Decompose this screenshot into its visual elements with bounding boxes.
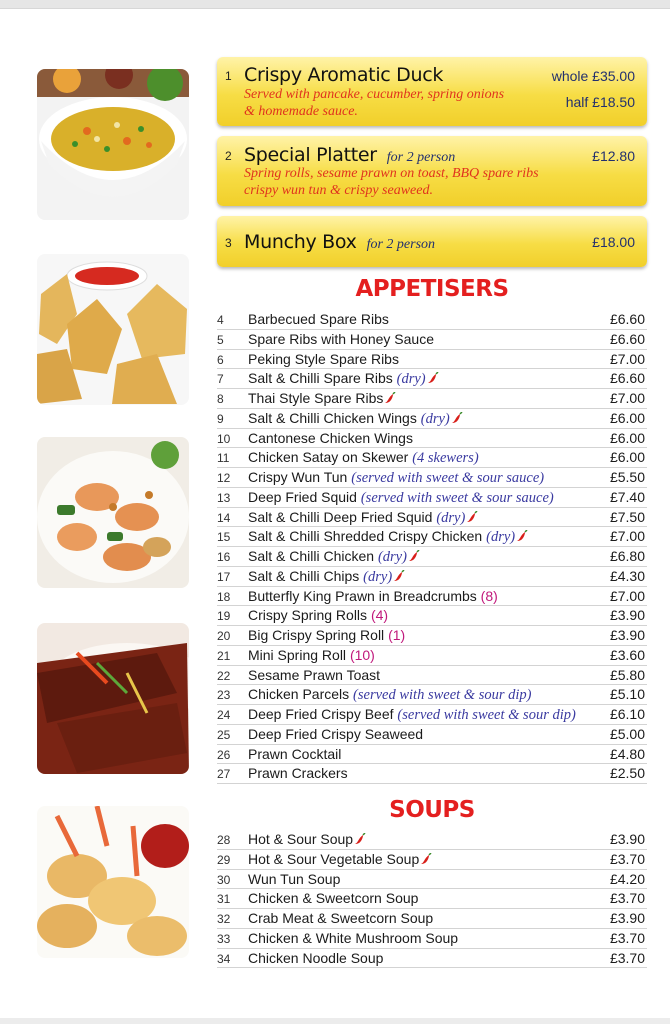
item-price: £3.70 <box>609 929 645 946</box>
item-price: £3.90 <box>609 831 645 847</box>
price-whole: whole £35.00 <box>551 68 635 84</box>
item-name-group <box>248 627 405 643</box>
menu-item-row <box>217 369 647 389</box>
item-name-group <box>248 871 340 887</box>
item-name: Mini Spring Roll <box>248 646 347 663</box>
item-name-group <box>248 390 396 406</box>
item-name-group <box>248 449 479 467</box>
item-price: £5.10 <box>609 686 645 703</box>
soups-list <box>217 830 647 968</box>
item-number: 18 <box>217 589 231 604</box>
item-name-group <box>248 370 439 388</box>
item-price: £7.00 <box>609 587 645 604</box>
item-number: 29 <box>217 852 231 867</box>
chili-icon <box>427 372 439 384</box>
item-name-group <box>248 831 366 847</box>
item-name: Hot & Sour Vegetable Soup <box>248 850 420 867</box>
menu-item-row <box>217 330 647 350</box>
menu-item-row <box>217 606 647 626</box>
item-name-group <box>248 890 418 906</box>
item-name: Peking Style Spare Ribs <box>248 350 399 367</box>
menu-item-row <box>217 646 647 666</box>
item-name: Prawn Crackers <box>248 765 348 782</box>
item-note: (served with sweet & sour dip) <box>397 707 576 723</box>
item-number: 15 <box>217 530 231 545</box>
item-name: Deep Fried Crispy Beef <box>248 706 394 722</box>
item-name: Hot & Sour Soup <box>248 831 354 847</box>
item-name: Crispy Spring Rolls <box>248 607 368 624</box>
item-count: (1) <box>388 627 406 643</box>
item-price: £6.00 <box>609 409 645 426</box>
item-number: 24 <box>217 708 231 722</box>
item-number: 26 <box>217 747 231 762</box>
menu-item-row <box>217 870 647 890</box>
spare-ribs-photo <box>37 623 189 774</box>
item-note: (dry) <box>377 549 407 565</box>
wontons-photo <box>37 254 189 405</box>
item-price: £5.50 <box>609 469 645 485</box>
item-description: Served with pancake, cucumber, spring onions & homemade sauce. <box>244 87 505 119</box>
price-half: half £18.50 <box>565 94 635 110</box>
item-name: Cantonese Chicken Wings <box>248 429 413 446</box>
special-item-platter <box>217 136 647 206</box>
item-name: Deep Fried Crispy Seaweed <box>248 725 424 742</box>
item-name-group <box>248 331 434 347</box>
chili-icon <box>354 833 366 845</box>
item-number: 34 <box>217 951 231 966</box>
item-price: £6.00 <box>609 429 645 446</box>
special-item-crispy-duck <box>217 57 647 126</box>
item-price: £3.70 <box>609 850 645 867</box>
item-number: 16 <box>217 550 231 564</box>
menu-item-row <box>217 850 647 870</box>
menu-item-row <box>217 448 647 468</box>
item-price: £5.80 <box>609 666 645 683</box>
item-name-group <box>248 548 420 566</box>
item-name: Chicken Parcels <box>248 686 350 703</box>
item-price: £3.70 <box>609 949 645 966</box>
item-name: Sesame Prawn Toast <box>248 666 381 683</box>
item-name-group <box>248 647 375 663</box>
item-note: (dry) <box>420 410 450 427</box>
item-price: £2.50 <box>609 765 645 782</box>
item-name-group <box>248 351 399 367</box>
menu-item-row <box>217 705 647 725</box>
item-number: 9 <box>217 411 224 426</box>
item-name-group <box>248 930 458 946</box>
item-price: £3.60 <box>609 646 645 663</box>
item-price: £6.60 <box>609 311 645 327</box>
item-description: Spring rolls, sesame prawn on toast, BBQ spare ribs crispy wun tun & crispy seaweed. <box>244 166 539 198</box>
item-note: (dry) <box>363 568 393 585</box>
item-price: £3.90 <box>609 627 645 643</box>
item-name-group <box>248 568 405 586</box>
chili-icon <box>393 570 405 582</box>
item-number: 20 <box>217 629 231 643</box>
item-title: Special Platter for 2 person <box>244 144 456 166</box>
chili-icon <box>451 412 463 424</box>
menu-item-row <box>217 725 647 745</box>
chili-icon <box>420 853 432 865</box>
item-price: £3.90 <box>609 607 645 624</box>
soups-heading: SOUPS <box>389 797 475 823</box>
menu-item-row <box>217 389 647 409</box>
item-number: 5 <box>217 332 224 347</box>
item-name: Prawn Cocktail <box>248 745 342 762</box>
item-name: Salt & Chilli Chicken Wings <box>248 409 417 426</box>
item-price: £4.20 <box>609 870 645 887</box>
item-name-group <box>248 311 389 327</box>
item-title: Munchy Box for 2 person <box>244 231 436 253</box>
item-count: (10) <box>349 646 375 663</box>
menu-item-row <box>217 745 647 765</box>
item-price: £6.60 <box>609 370 645 387</box>
menu-item-row <box>217 567 647 587</box>
item-price: £6.10 <box>609 706 645 722</box>
item-note: (4 skewers) <box>412 450 479 467</box>
item-price: £7.50 <box>609 508 645 525</box>
item-count: (8) <box>480 587 498 604</box>
menu-item-row <box>217 949 647 969</box>
item-note: (served with sweet & sour dip) <box>353 687 532 704</box>
item-note: for 2 person <box>386 150 456 165</box>
item-name: Crab Meat & Sweetcorn Soup <box>248 910 434 926</box>
menu-item-row <box>217 764 647 784</box>
item-title: Crispy Aromatic Duck <box>244 64 444 86</box>
item-name: Wun Tun Soup <box>248 870 341 887</box>
item-number: 30 <box>217 872 231 887</box>
item-name: Deep Fried Squid <box>248 488 357 505</box>
item-price: £6.00 <box>609 449 645 466</box>
item-price: £4.30 <box>609 567 645 584</box>
item-name: Salt & Chilli Chips <box>248 567 360 584</box>
menu-item-row <box>217 929 647 949</box>
item-number: 4 <box>217 313 224 327</box>
item-name-group <box>248 910 433 926</box>
item-number: 14 <box>217 510 231 525</box>
item-number: 10 <box>217 431 231 446</box>
shrimp-stirfry-photo <box>37 437 189 588</box>
item-number: 8 <box>217 392 224 406</box>
item-price: £4.80 <box>609 745 645 762</box>
item-number: 13 <box>217 490 231 505</box>
item-note: (served with sweet & sour sauce) <box>360 489 554 506</box>
item-note: (dry) <box>396 371 426 388</box>
item-name: Chicken & Sweetcorn Soup <box>248 890 419 907</box>
item-number: 17 <box>217 569 231 584</box>
item-number: 11 <box>217 451 230 466</box>
item-number: 25 <box>217 727 231 742</box>
item-name-group <box>248 469 544 487</box>
item-note: for 2 person <box>366 237 436 252</box>
menu-item-row <box>217 488 647 508</box>
item-price: £12.80 <box>592 148 635 164</box>
item-note: (dry) <box>436 509 466 526</box>
menu-item-row <box>217 666 647 686</box>
item-name: Thai Style Spare Ribs <box>248 390 384 406</box>
item-name: Chicken Satay on Skewer <box>248 449 409 466</box>
item-name-group <box>248 410 463 428</box>
item-name: Salt & Chilli Deep Fried Squid <box>248 508 433 525</box>
menu-item-row <box>217 547 647 567</box>
menu-item-row <box>217 830 647 850</box>
item-name: Butterfly King Prawn in Breadcrumbs <box>248 587 477 604</box>
item-price: £5.00 <box>609 725 645 742</box>
item-number: 28 <box>217 833 231 847</box>
appetisers-heading: APPETISERS <box>355 276 509 302</box>
menu-item-row <box>217 685 647 705</box>
chili-icon <box>466 511 478 523</box>
item-name: Salt & Chilli Shredded Crispy Chicken <box>248 528 483 545</box>
item-name: Spare Ribs with Honey Sauce <box>248 330 434 347</box>
item-number: 22 <box>217 668 231 683</box>
special-item-munchy-box <box>217 216 647 267</box>
chili-icon <box>384 392 396 404</box>
item-note: (dry) <box>486 529 516 546</box>
menu-item-row <box>217 468 647 488</box>
chili-icon <box>408 550 420 562</box>
item-number: 12 <box>217 471 231 485</box>
item-number: 2 <box>225 149 232 163</box>
item-price: £3.90 <box>609 910 645 926</box>
item-number: 27 <box>217 767 231 782</box>
menu-item-row <box>217 350 647 370</box>
item-price: £7.40 <box>609 488 645 505</box>
item-name-group <box>248 726 423 742</box>
item-name-group <box>248 667 380 683</box>
item-name: Crispy Wun Tun <box>248 469 348 485</box>
menu-item-row <box>217 429 647 449</box>
menu-item-row <box>217 527 647 547</box>
item-number: 31 <box>217 892 231 907</box>
item-price: £6.80 <box>609 548 645 564</box>
item-name: Salt & Chilli Spare Ribs <box>248 370 393 387</box>
item-name-group <box>248 528 528 546</box>
soup-photo <box>37 69 189 220</box>
menu-item-row <box>217 508 647 528</box>
item-name-group <box>248 746 341 762</box>
menu-item-row <box>217 587 647 607</box>
item-price: £3.70 <box>609 890 645 907</box>
chili-icon <box>516 530 528 542</box>
item-name: Barbecued Spare Ribs <box>248 311 389 327</box>
item-number: 32 <box>217 912 231 926</box>
item-price: £18.00 <box>592 234 635 250</box>
item-name-group <box>248 588 498 604</box>
item-name-group <box>248 706 576 724</box>
item-number: 21 <box>217 648 231 663</box>
item-number: 1 <box>225 69 232 83</box>
item-name-group <box>248 489 554 507</box>
menu-item-row <box>217 409 647 429</box>
item-name: Chicken Noodle Soup <box>248 949 384 966</box>
item-note: (served with sweet & sour sauce) <box>351 470 545 486</box>
item-number: 6 <box>217 352 224 367</box>
page-top-bar <box>0 0 670 9</box>
menu-item-row <box>217 626 647 646</box>
item-name-group <box>248 851 432 867</box>
item-name-group <box>248 765 348 781</box>
item-number: 23 <box>217 688 231 703</box>
item-number: 19 <box>217 609 231 624</box>
menu-item-row <box>217 909 647 929</box>
item-price: £7.00 <box>609 528 645 545</box>
item-name-group <box>248 430 413 446</box>
item-name-group <box>248 509 478 527</box>
item-name: Chicken & White Mushroom Soup <box>248 929 459 946</box>
menu-item-row <box>217 889 647 909</box>
item-number: 33 <box>217 931 231 946</box>
item-number: 3 <box>225 236 232 250</box>
item-price: £6.60 <box>609 330 645 347</box>
item-price: £7.00 <box>609 390 645 406</box>
item-name-group <box>248 950 383 966</box>
item-number: 7 <box>217 372 224 387</box>
appetisers-list <box>217 310 647 784</box>
item-name: Salt & Chilli Chicken <box>248 548 375 564</box>
item-count: (4) <box>370 607 389 624</box>
menu-item-row <box>217 310 647 330</box>
item-name: Big Crispy Spring Roll <box>248 627 385 643</box>
item-name-group <box>248 607 388 623</box>
item-name-group <box>248 686 531 704</box>
fried-prawns-photo <box>37 806 189 958</box>
page-bottom-bar <box>0 1018 670 1024</box>
item-price: £7.00 <box>609 350 645 367</box>
